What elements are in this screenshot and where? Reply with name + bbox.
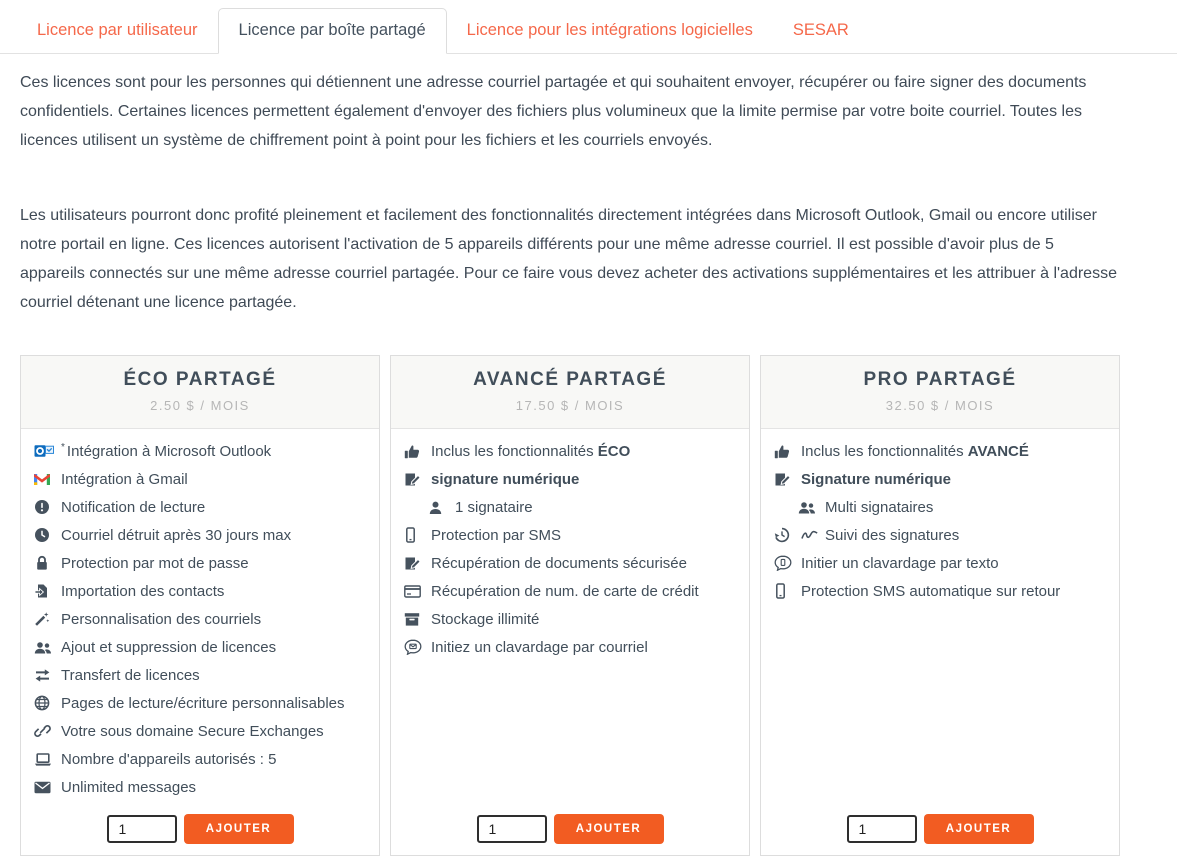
magic-wand-icon	[34, 611, 54, 627]
user-icon	[428, 500, 448, 515]
intro-paragraph-1: Ces licences sont pour les personnes qui détiennent une adresse courriel partagée et qui souhaitent envoyer, récupérer ou faire signer des documents confidentiels. Certaines licences permettent également d'envoyer des fichiers plus volumineux que la limite permise par votre boite courriel. Toutes les licences utilisent un système de chiffrement point à point pour les fichiers et les courriels envoyés.	[20, 74, 1087, 149]
users-icon	[798, 500, 818, 515]
tab-licence-integrations-logicielles[interactable]: Licence pour les intégrations logicielles	[466, 21, 753, 39]
add-button[interactable]: AJOUTER	[184, 814, 294, 844]
outlook-icon	[34, 443, 54, 459]
feature-label: Stockage illimité	[431, 610, 540, 628]
feature-item	[34, 773, 366, 801]
globe-icon	[34, 695, 54, 711]
link-icon	[34, 723, 54, 739]
feature-item	[774, 577, 1106, 605]
chat-email-icon	[404, 639, 424, 655]
feature-item	[34, 661, 366, 689]
feature-list	[391, 429, 749, 661]
thumbs-up-icon	[774, 444, 794, 459]
intro-paragraph-2: Les utilisateurs pourront donc profité pleinement et facilement des fonctionnalités directement intégrées dans Microsoft Outlook, Gmail ou encore utiliser notre portail en ligne. Ces licences autorisent l'activation de 5 appareils différents pour une même adresse courriel. Il est possible d'avoir plus de 5 appareils connectés sur une même adresse courriel partagée. Pour ce faire vous devez acheter des activations supplémentaires et les attribuer à l'adresse courriel détenant une licence partagée.	[20, 207, 1117, 311]
credit-card-icon	[404, 585, 424, 598]
feature-item	[34, 633, 366, 661]
feature-list	[21, 429, 379, 801]
quantity-input[interactable]	[107, 815, 177, 843]
feature-label: Multi signataires	[825, 498, 934, 516]
feature-item	[34, 745, 366, 773]
history-icon	[774, 527, 794, 543]
asterisk-note: *	[61, 441, 65, 453]
tab-bar	[0, 0, 1177, 54]
feature-label: Votre sous domaine Secure Exchanges	[61, 722, 324, 740]
tab-sesar[interactable]: SESAR	[792, 21, 849, 39]
squiggle-icon	[801, 529, 819, 541]
archive-icon	[404, 612, 424, 627]
feature-item	[404, 549, 736, 577]
lock-icon	[34, 555, 54, 571]
feature-label-bold: signature numérique	[431, 470, 580, 488]
feature-label: Pages de lecture/écriture personnalisables	[61, 694, 345, 712]
feature-item	[404, 465, 736, 493]
feature-item	[34, 437, 366, 465]
card-price: 2.50 $ / MOIS	[150, 398, 250, 413]
feature-item	[404, 493, 736, 521]
feature-item	[404, 437, 736, 465]
feature-item	[774, 549, 1106, 577]
pricing-card	[760, 355, 1120, 856]
pricing-card	[20, 355, 380, 856]
signature-icon	[404, 556, 424, 571]
feature-item	[404, 633, 736, 661]
card-header	[391, 356, 749, 429]
thumbs-up-icon	[404, 444, 424, 459]
feature-label: Notification de lecture	[61, 498, 206, 516]
users-icon	[34, 640, 54, 655]
feature-item	[34, 717, 366, 745]
card-price: 32.50 $ / MOIS	[885, 398, 995, 413]
feature-label: Protection SMS automatique sur retour	[801, 582, 1061, 600]
card-footer	[391, 801, 749, 855]
gmail-icon	[34, 473, 54, 486]
card-price: 17.50 $ / MOIS	[515, 398, 625, 413]
feature-label: Inclus les fonctionnalités	[431, 442, 598, 460]
feature-item	[774, 493, 1106, 521]
feature-label: Ajout et suppression de licences	[61, 638, 277, 656]
add-button[interactable]: AJOUTER	[554, 814, 664, 844]
feature-label: Nombre d'appareils autorisés : 5	[61, 750, 277, 768]
card-title: AVANCÉ PARTAGÉ	[473, 369, 667, 390]
feature-item	[34, 549, 366, 577]
feature-label: Récupération de num. de carte de crédit	[431, 582, 699, 600]
feature-label-bold: AVANCÉ	[967, 442, 1029, 460]
feature-label: Courriel détruit après 30 jours max	[61, 526, 292, 544]
clock-icon	[34, 527, 54, 543]
feature-item	[34, 465, 366, 493]
mobile-icon	[404, 527, 424, 543]
feature-label: Transfert de licences	[61, 666, 200, 684]
intro-section	[20, 68, 1117, 317]
exclamation-circle-icon	[34, 499, 54, 515]
exchange-icon	[34, 668, 54, 682]
feature-label: Protection par mot de passe	[61, 554, 249, 572]
feature-item	[774, 437, 1106, 465]
quantity-input[interactable]	[477, 815, 547, 843]
tab-licence-par-utilisateur[interactable]: Licence par utilisateur	[37, 21, 198, 39]
card-title: ÉCO PARTAGÉ	[123, 369, 277, 390]
pricing-card	[390, 355, 750, 856]
laptop-icon	[34, 752, 54, 767]
add-button[interactable]: AJOUTER	[924, 814, 1034, 844]
feature-item	[34, 689, 366, 717]
feature-label: Intégration à Gmail	[61, 470, 188, 488]
feature-label: Personnalisation des courriels	[61, 610, 262, 628]
signature-icon	[774, 472, 794, 487]
card-header	[21, 356, 379, 429]
feature-item	[774, 521, 1106, 549]
feature-label-bold: ÉCO	[597, 442, 631, 460]
feature-label: Initiez un clavardage par courriel	[431, 638, 648, 656]
feature-label: 1 signataire	[455, 498, 533, 516]
feature-label: Suivi des signatures	[825, 526, 960, 544]
feature-label: Importation des contacts	[61, 582, 225, 600]
feature-item	[34, 605, 366, 633]
pricing-cards	[20, 355, 1177, 856]
feature-item	[34, 493, 366, 521]
feature-item	[404, 577, 736, 605]
card-header	[761, 356, 1119, 429]
feature-label: Récupération de documents sécurisée	[431, 554, 687, 572]
feature-item	[774, 465, 1106, 493]
feature-label-bold: Signature numérique	[801, 470, 952, 488]
feature-label: Intégration à Microsoft Outlook	[66, 442, 272, 460]
quantity-input[interactable]	[847, 815, 917, 843]
feature-label: Inclus les fonctionnalités	[801, 442, 968, 460]
feature-item	[404, 605, 736, 633]
chat-sms-icon	[774, 555, 794, 571]
feature-item	[404, 521, 736, 549]
tab-licence-par-boite-partage[interactable]: Licence par boîte partagé	[218, 8, 447, 54]
file-import-icon	[34, 583, 54, 599]
card-footer	[761, 801, 1119, 855]
card-title: PRO PARTAGÉ	[863, 369, 1017, 390]
feature-label: Protection par SMS	[431, 526, 562, 544]
feature-item	[34, 521, 366, 549]
mobile-icon	[774, 583, 794, 599]
feature-label: Initier un clavardage par texto	[801, 554, 999, 572]
envelope-icon	[34, 781, 54, 794]
feature-label: Unlimited messages	[61, 778, 197, 796]
feature-item	[34, 577, 366, 605]
signature-icon	[404, 472, 424, 487]
feature-list	[761, 429, 1119, 605]
card-footer	[21, 801, 379, 855]
